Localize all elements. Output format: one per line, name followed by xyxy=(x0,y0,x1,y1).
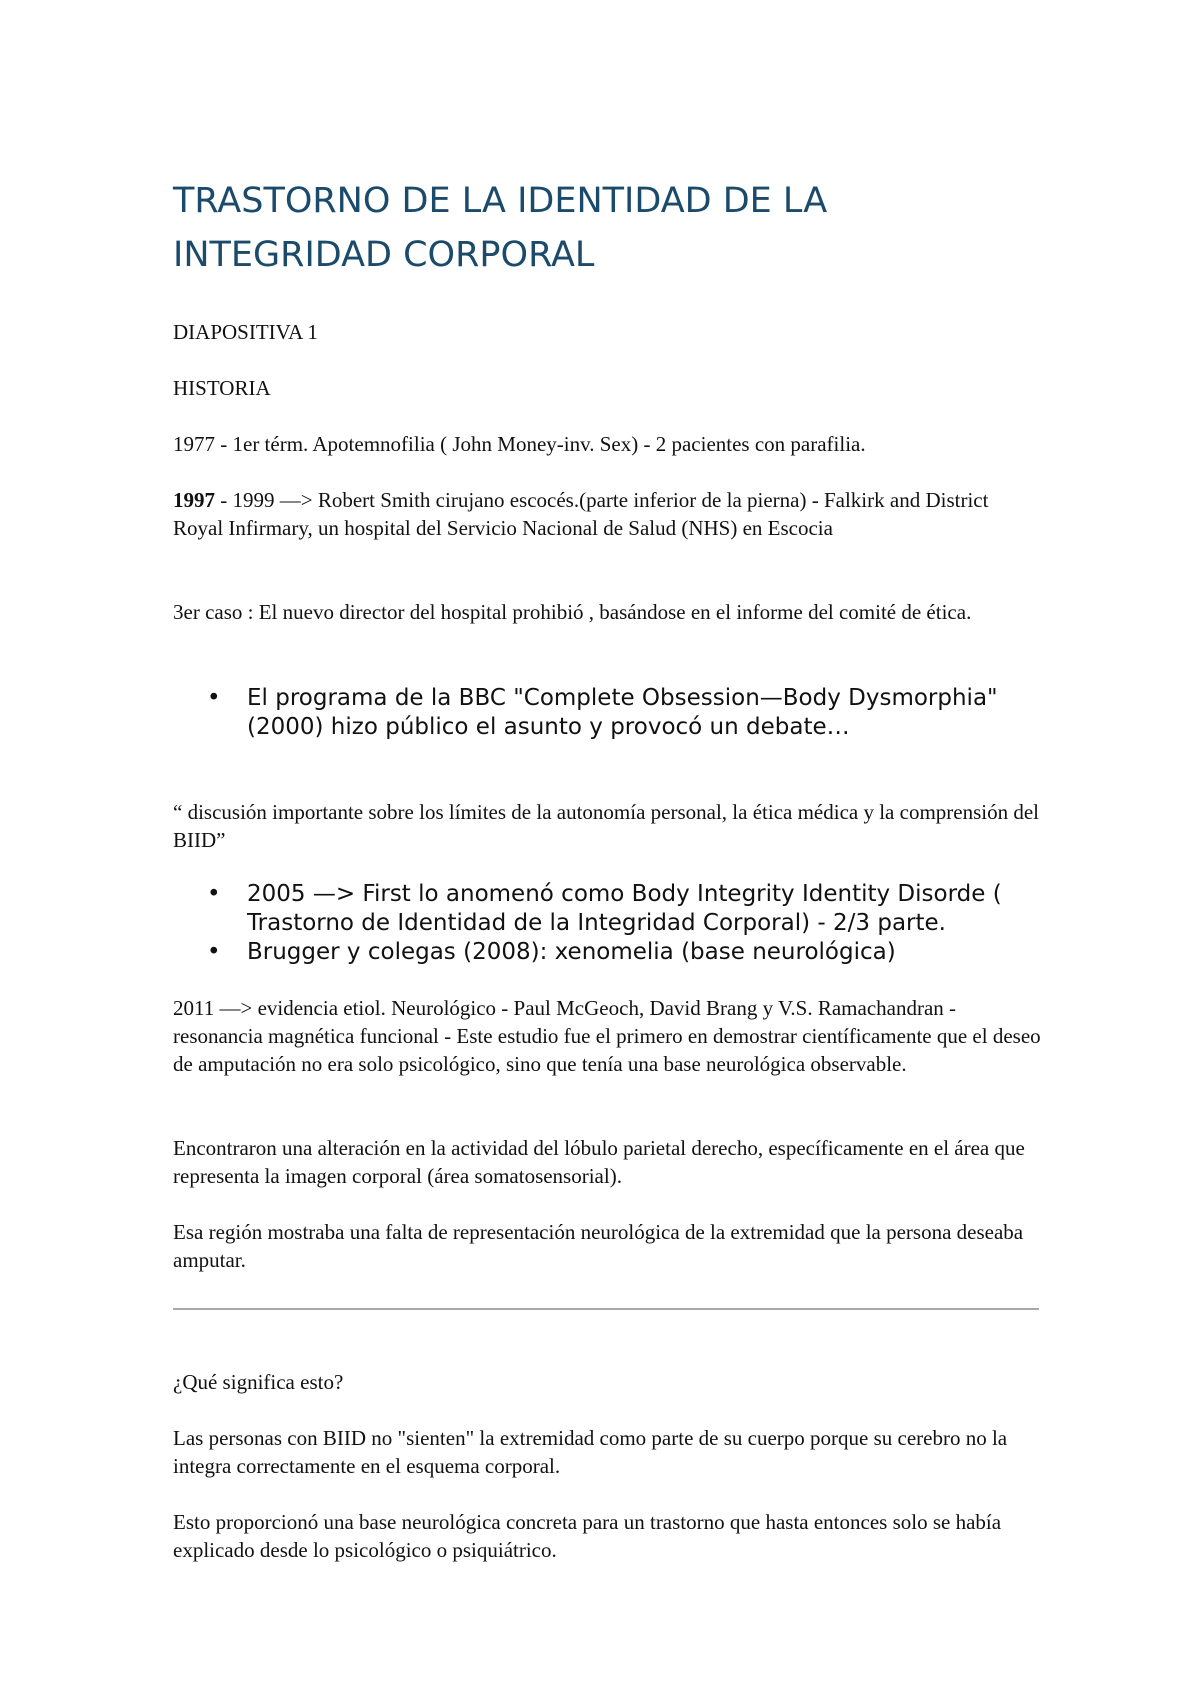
list-item xyxy=(173,938,1041,967)
slide-label: DIAPOSITIVA 1 xyxy=(173,320,318,344)
bullet-icon: • xyxy=(207,939,221,965)
paragraph-esto: Esto proporcionó una base neurológica concreta para un trastorno que hasta entonces solo se había explicado desde lo psicológico o psiquiátrico. xyxy=(173,1510,1002,1562)
paragraph-3er-caso: 3er caso : El nuevo director del hospital prohibió , basándose en el informe del comité de ética. xyxy=(173,600,972,624)
paragraph-1997-text: - 1999 —> Robert Smith cirujano escocés.(parte inferior de la pierna) - Falkirk and District Royal Infirmary, un hospital del Servicio Nacional de Salud (NHS) en Escocia xyxy=(173,488,989,540)
paragraph-encontraron: Encontraron una alteración en la actividad del lóbulo parietal derecho, específicamente en el área que representa la imagen corporal (área somatosensorial). xyxy=(173,1136,1025,1188)
quote-paragraph: “ discusión importante sobre los límites de la autonomía personal, la ética médica y la comprensión del BIID” xyxy=(173,800,1040,852)
list-item xyxy=(173,880,1041,938)
question-heading: ¿Qué significa esto? xyxy=(173,1370,344,1394)
bullet-list-2005 xyxy=(173,880,1041,967)
paragraph-personas: Las personas con BIID no "sienten" la extremidad como parte de su cuerpo porque su cerebro no la integra correctamente en el esquema corporal. xyxy=(173,1426,1008,1478)
paragraph-1977: 1977 - 1er térm. Apotemnofilia ( John Money-inv. Sex) - 2 pacientes con parafilia. xyxy=(173,432,866,456)
year-1997: 1997 xyxy=(173,488,215,512)
bullet-icon: • xyxy=(207,685,221,711)
paragraph-1997 xyxy=(173,486,1041,542)
bullet-2005-text: 2005 —> First lo anomenó como Body Integrity Identity Disorde ( Trastorno de Identidad de la Integridad Corporal) - 2/3 parte. xyxy=(247,881,1002,936)
paragraph-esa-region: Esa región mostraba una falta de representación neurológica de la extremidad que la persona deseaba amputar. xyxy=(173,1220,1024,1272)
paragraph-2011: 2011 —> evidencia etiol. Neurológico - Paul McGeoch, David Brang y V.S. Ramachandran - resonancia magnética funcional - Este estudio fue el primero en demostrar científicamente que el deseo de amputación no era solo psicológico, sino que tenía una base neurológica observable. xyxy=(173,996,1041,1076)
bullet-list-bbc xyxy=(173,684,1041,742)
document-title: TRASTORNO DE LA IDENTIDAD DE LA INTEGRIDAD CORPORAL xyxy=(173,181,828,275)
bullet-icon: • xyxy=(207,881,221,907)
bullet-brugger-text: Brugger y colegas (2008): xenomelia (base neurológica) xyxy=(247,939,896,965)
list-item xyxy=(173,684,1041,742)
bullet-bbc-text: El programa de la BBC "Complete Obsession—Body Dysmorphia" (2000) hizo público el asunto y provocó un debate… xyxy=(247,685,998,740)
horizontal-divider xyxy=(173,1308,1039,1310)
section-heading-historia: HISTORIA xyxy=(173,376,271,400)
